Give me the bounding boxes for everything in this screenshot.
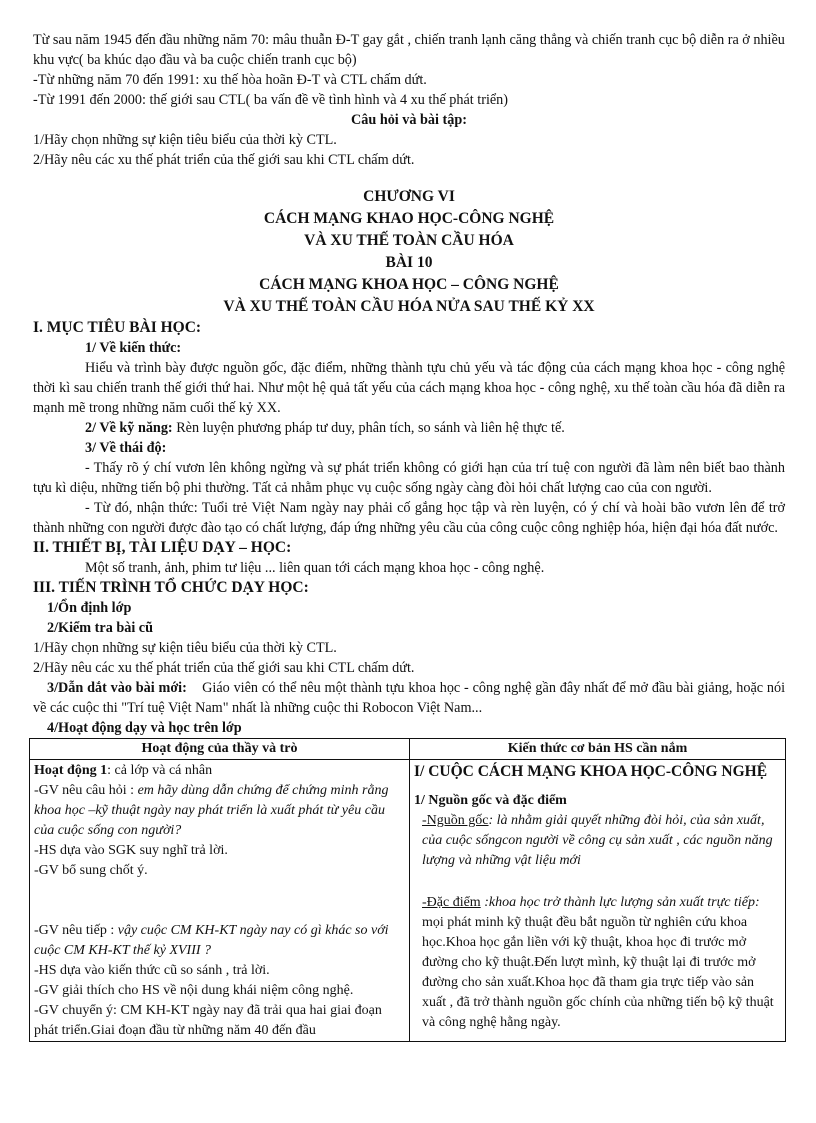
intro-line-2: -Từ những năm 70 đến 1991: xu thế hòa hoãn Đ-T và CTL chấm dứt. xyxy=(33,72,427,88)
attitude-text-2: - Từ đó, nhận thức: Tuổi trẻ Việt Nam ngày nay phải cố gắng học tập và rèn luyện, có ý chí và hoài bão vươn lên để trở thành những con người được đào tạo có chất lượng, đáp ứng những yêu cầu của công cuộc công nghiệp hóa, hiện đại hóa đất nước. xyxy=(33,500,785,536)
process-heading: III. TIẾN TRÌNH TỔ CHỨC DẠY HỌC: xyxy=(33,579,309,596)
feature-text: mọi phát minh kỹ thuật đều bắt nguồn từ nghiên cứu khoa học.Khoa học gắn liền với kỹ thuật, khoa học đi trước mở đường cho kỹ thuật.Đến lượt mình, kỹ thuật lại đi trước mở đường cho sản xuất.Khoa học đã tham gia trực tiếp vào sản xuất , đã trở thành nguồn gốc chính của những tiến bộ kỹ thuật và công nghệ hằng ngày. xyxy=(422,915,774,1030)
feature-italic: :khoa học trở thành lực lượng sản xuất trực tiếp: xyxy=(480,895,760,910)
gv-explain: -GV giải thích cho HS về nội dung khái niệm công nghệ. xyxy=(34,983,354,998)
step-3-label: 3/Dẫn dắt vào bài mới: xyxy=(47,680,187,696)
intro-line-3: -Từ 1991 đến 2000: thế giới sau CTL( ba vấn đề về tình hình và 4 xu thế phát triển) xyxy=(33,92,508,108)
step-1: 1/Ổn định lớp xyxy=(47,600,132,616)
skills-text: Rèn luyện phương pháp tư duy, phân tích, so sánh và liên hệ thực tế. xyxy=(176,420,565,436)
activities-cell xyxy=(30,760,410,1042)
gv-question-1-text: em hãy dùng dẫn chứng để chứng minh rằng khoa học –kỹ thuật ngày nay phát triển là xuất phát từ yêu cầu của cuộc sống con người? xyxy=(34,783,389,838)
step-4: 4/Hoạt động dạy và học trên lớp xyxy=(47,720,242,736)
col-header-knowledge: Kiến thức cơ bản HS cần nắm xyxy=(410,739,786,760)
chapter-title-2: VÀ XU THẾ TOÀN CẦU HÓA xyxy=(304,232,514,249)
intro-line-1: Từ sau năm 1945 đến đầu những năm 70: mâu thuẫn Đ-T gay gắt , chiến tranh lạnh căng thẳng và chiến tranh cục bộ diễn ra ở nhiều khu vực( ba khúc dạo đầu và ba cuộc chiến tranh cục bộ) xyxy=(33,32,785,68)
lesson-title-1: CÁCH MẠNG KHOA HỌC – CÔNG NGHỆ xyxy=(259,276,559,293)
lesson-title-2: VÀ XU THẾ TOÀN CẦU HÓA NỬA SAU THẾ KỶ XX xyxy=(223,298,595,315)
origin-item xyxy=(414,811,781,871)
hs-answer-2: -HS dựa vào kiến thức cũ so sánh , trả lời. xyxy=(34,963,270,978)
activity-1-line xyxy=(34,761,405,781)
knowledge-heading: 1/ Về kiến thức: xyxy=(85,340,182,356)
step-2: 2/Kiểm tra bài cũ xyxy=(47,620,153,636)
activity-1-mode: : cả lớp và cá nhân xyxy=(107,763,213,778)
attitude-heading: 3/ Về thái độ: xyxy=(85,440,167,456)
origin-label: -Nguồn gốc xyxy=(422,813,489,828)
review-question-1: 1/Hãy chọn những sự kiện tiêu biểu của thời kỳ CTL. xyxy=(33,132,337,148)
process-question-1: 1/Hãy chọn những sự kiện tiêu biểu của thời kỳ CTL. xyxy=(33,640,337,656)
document-page xyxy=(33,30,785,1042)
feature-item xyxy=(414,893,781,1033)
skills-line xyxy=(33,418,785,438)
table-row xyxy=(30,760,786,1042)
process-question-2: 2/Hãy nêu các xu thế phát triển của thế giới sau khi CTL chấm dứt. xyxy=(33,660,415,676)
lesson-number: BÀI 10 xyxy=(385,254,433,271)
gv-question-1-prefix: -GV nêu câu hỏi : xyxy=(34,783,138,798)
equipment-text: Một số tranh, ảnh, phim tư liệu ... liên quan tới cách mạng khoa học - công nghệ. xyxy=(85,560,545,576)
col-header-activities: Hoạt động của thầy và trò xyxy=(30,739,410,760)
gv-question-2-prefix: -GV nêu tiếp : xyxy=(34,923,118,938)
knowledge-section-title: I/ CUỘC CÁCH MẠNG KHOA HỌC-CÔNG NGHỆ xyxy=(414,763,768,780)
hs-answer-1: -HS dựa vào SGK suy nghĩ trả lời. xyxy=(34,843,228,858)
chapter-number: CHƯƠNG VI xyxy=(363,188,455,205)
gv-question-2 xyxy=(34,921,405,961)
skills-heading: 2/ Về kỹ năng: xyxy=(85,420,173,436)
activity-table xyxy=(29,738,786,1042)
step-3-text: Giáo viên có thể nêu một thành tựu khoa học - công nghệ gần đây nhất để mở đầu bài giảng, hoặc nói về các cuộc thi "Trí tuệ Việt Nam" nhất là những cuộc thi Robocon Việt Nam... xyxy=(33,680,786,716)
review-question-2: 2/Hãy nêu các xu thế phát triển của thế giới sau khi CTL chấm dứt. xyxy=(33,152,415,168)
review-heading: Câu hỏi và bài tập: xyxy=(351,112,467,128)
gv-question-1 xyxy=(34,781,405,841)
activity-1-label: Hoạt động 1 xyxy=(34,763,108,778)
origin-text: : là nhằm giải quyết những đòi hỏi, của sản xuất, của cuộc sốngcon người về công cụ sản xuất , các nguồn năng lượng và những vật liệu mới xyxy=(422,813,773,868)
equipment-heading: II. THIẾT BỊ, TÀI LIỆU DẠY – HỌC: xyxy=(33,539,292,556)
attitude-text-1: - Thấy rõ ý chí vươn lên không ngừng và sự phát triển không có giới hạn của trí tuệ con người đã làm nên biết bao thành tựu kì diệu, những tiến bộ phi thường. Tất cả nhằm phục vụ cuộc sống ngày càng đòi hỏi chất lượng cao của con người. xyxy=(33,460,785,496)
gv-transition: -GV chuyển ý: CM KH-KT ngày nay đã trải qua hai giai đoạn phát triển.Giai đoạn đầu từ những năm 40 đến đầu xyxy=(34,1003,382,1038)
gv-question-2-text: vậy cuộc CM KH-KT ngày nay có gì khác so với cuộc CM KH-KT thế kỷ XVIII ? xyxy=(34,923,389,958)
gv-summary: -GV bổ sung chốt ý. xyxy=(34,863,148,878)
knowledge-sub-title: 1/ Nguồn gốc và đặc điểm xyxy=(414,793,567,808)
step-3 xyxy=(33,678,785,718)
objectives-heading: I. MỤC TIÊU BÀI HỌC: xyxy=(33,319,202,336)
table-header-row xyxy=(30,739,786,760)
chapter-title-1: CÁCH MẠNG KHAO HỌC-CÔNG NGHỆ xyxy=(263,210,555,227)
feature-label: -Đặc điểm xyxy=(422,895,481,910)
knowledge-cell xyxy=(410,760,786,1042)
knowledge-text: Hiểu và trình bày được nguồn gốc, đặc điểm, những thành tựu chủ yếu và tác động của cách mạng khoa học - công nghệ thời kì sau chiến tranh thế giới thứ hai. Như một hệ quả tất yếu của cách mạng khoa học - công nghệ, xu thế toàn cầu hóa đã diễn ra mạnh mẽ trong những năm cuối thế kỷ XX. xyxy=(33,360,785,416)
